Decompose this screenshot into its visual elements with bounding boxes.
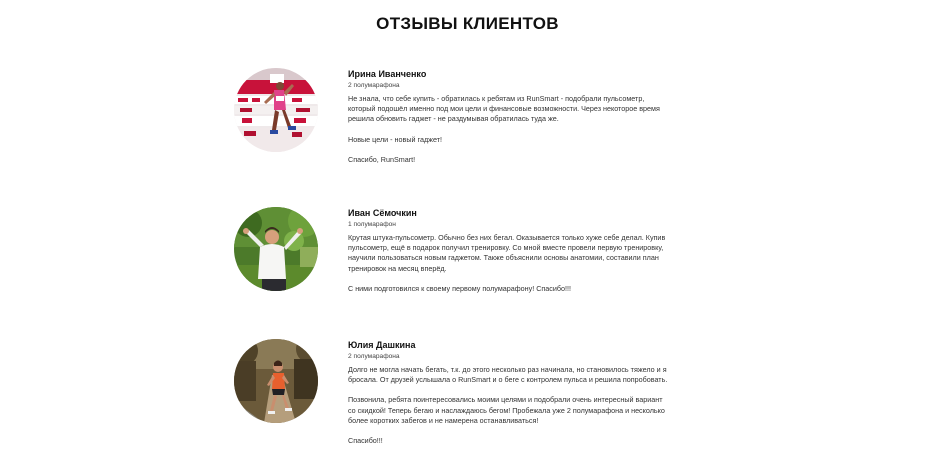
woman-running-photo-icon bbox=[234, 339, 318, 423]
review-body bbox=[348, 207, 670, 304]
review-body bbox=[348, 68, 670, 175]
reviewer-name: Иван Сёмочкин bbox=[348, 208, 417, 218]
reviewer-name: Ирина Иванченко bbox=[348, 69, 427, 79]
review-paragraph: Новые цели - новый гаджет! bbox=[348, 134, 443, 144]
review-paragraph: Спасибо, RunSmart! bbox=[348, 154, 416, 164]
reviewer-meta: 2 полумарафона bbox=[348, 353, 400, 360]
review-text bbox=[348, 233, 670, 294]
avatar bbox=[234, 68, 318, 152]
reviewer-meta: 2 полумарафона bbox=[348, 82, 400, 89]
runner-photo-banner-icon bbox=[234, 68, 318, 152]
avatar bbox=[234, 339, 318, 423]
review-paragraph: Крутая штука-пульсометр. Обычно без них бегал. Оказывается только хуже себе делал. Купив пульсометр, ещё в подарок получил тренировку. Со мной вместе провели первую тренировку, научили пользоваться новым гаджетом. Также объяснили основы анатомии, составили план тренировок на месяц вперёд. bbox=[348, 233, 666, 273]
man-in-park-photo-icon bbox=[234, 207, 318, 291]
avatar bbox=[234, 207, 318, 291]
review-paragraph: Не знала, что себе купить - обратилась к ребятам из RunSmart - подобрали пульсометр, который подошёл именно под мои цели и финансовые возможности. Через некоторое время решила обновить гаджет - не раздумывая обратилась туда же. bbox=[348, 94, 660, 124]
review-paragraph: Долго не могла начать бегать, т.к. до этого несколько раз начинала, но становилось тяжело и я бросала. От друзей услышала о RunSmart и о беге с контролем пульса и решила попробовать. bbox=[348, 365, 668, 385]
section-title: ОТЗЫВЫ КЛИЕНТОВ bbox=[376, 14, 559, 33]
review-paragraph: Позвонила, ребята поинтересовались моими целями и подобрали очень интересный вариант со скидкой! Теперь бегаю и наслаждаюсь бегом! Пробежала уже 2 полумарафона и несколько более коротких забегов и не намерена останавливаться! bbox=[348, 395, 665, 425]
reviewer-meta: 1 полумарафон bbox=[348, 221, 396, 228]
review-text bbox=[348, 94, 670, 165]
review-paragraph: Спасибо!!! bbox=[348, 436, 383, 446]
review-body bbox=[348, 339, 670, 456]
reviewer-name: Юлия Дашкина bbox=[348, 340, 416, 350]
review-paragraph: С ними подготовился к своему первому полумарафону! Спасибо!!! bbox=[348, 283, 572, 293]
review-text bbox=[348, 365, 670, 446]
